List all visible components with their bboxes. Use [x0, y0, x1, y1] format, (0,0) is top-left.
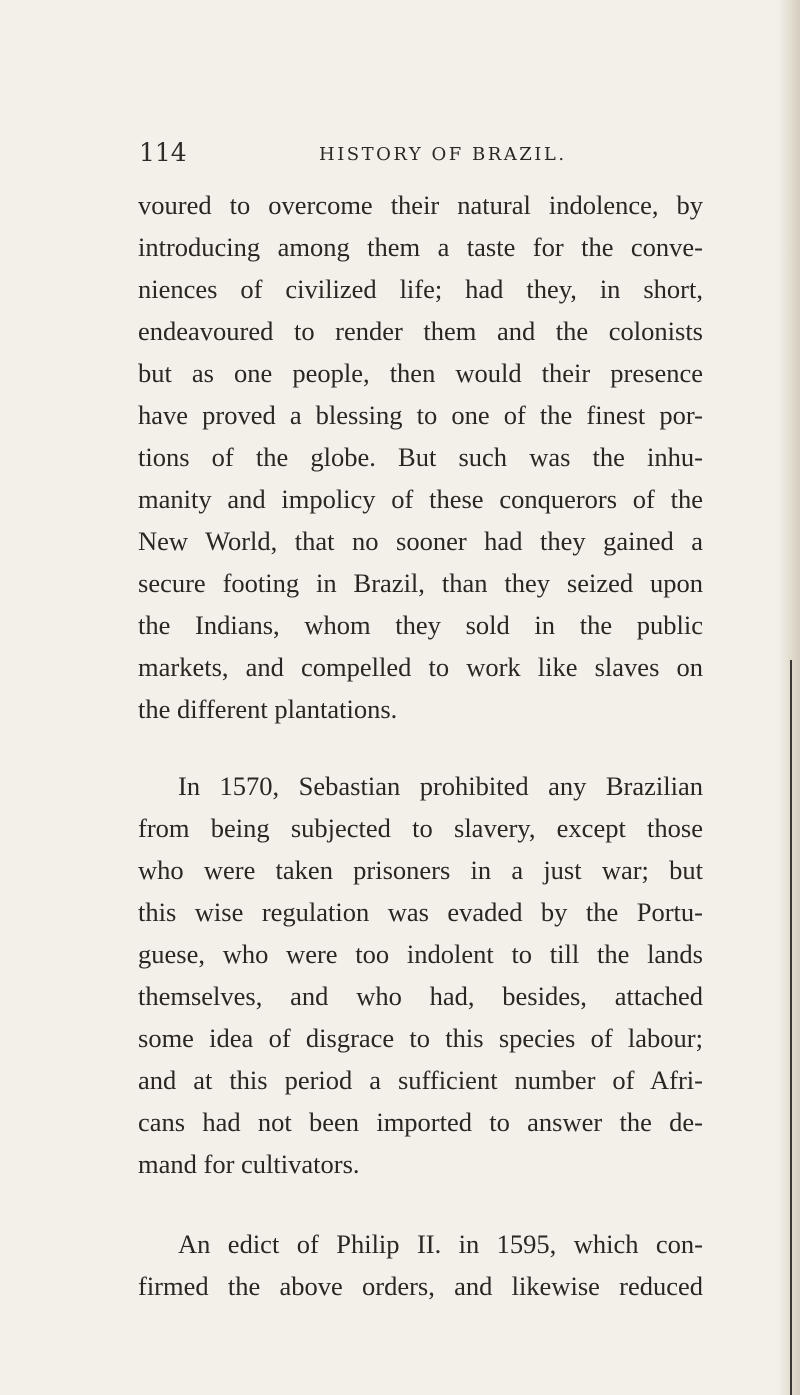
text-line: voured to overcome their natural indolence, by — [138, 190, 703, 220]
text-line: endeavoured to render them and the colonists — [138, 316, 703, 346]
text-line: markets, and compelled to work like slaves on — [138, 652, 703, 682]
text-line: the different plantations. — [138, 694, 398, 724]
page-header — [139, 138, 659, 172]
text-line: have proved a blessing to one of the finest por- — [138, 400, 703, 430]
text-line: themselves, and who had, besides, attached — [138, 981, 703, 1011]
text-line: this wise regulation was evaded by the Portu- — [138, 897, 703, 927]
text-line: secure footing in Brazil, than they seized upon — [138, 568, 703, 598]
paragraph-gap — [138, 730, 703, 765]
text-line: introducing among them a taste for the conve- — [138, 232, 703, 262]
page-number: 114 — [139, 138, 187, 167]
text-line: firmed the above orders, and likewise reduced — [138, 1271, 703, 1301]
text-line: from being subjected to slavery, except those — [138, 813, 703, 843]
text-line: guese, who were too indolent to till the lands — [138, 939, 703, 969]
text-line: but as one people, then would their presence — [138, 358, 703, 388]
text-line: In 1570, Sebastian prohibited any Brazilian — [178, 771, 703, 801]
text-line: New World, that no sooner had they gained a — [138, 526, 703, 556]
body-text — [138, 184, 703, 1307]
text-line: mand for cultivators. — [138, 1149, 360, 1179]
text-line: manity and impolicy of these conquerors of the — [138, 484, 703, 514]
text-line: niences of civilized life; had they, in short, — [138, 274, 703, 304]
page-edge-shadow — [778, 0, 800, 1395]
text-line: An edict of Philip II. in 1595, which con- — [178, 1229, 703, 1259]
paragraph-2 — [138, 765, 703, 1185]
text-line: the Indians, whom they sold in the public — [138, 610, 703, 640]
text-line: who were taken prisoners in a just war; but — [138, 855, 703, 885]
text-line: cans had not been imported to answer the de- — [138, 1107, 703, 1137]
paragraph-3 — [138, 1223, 703, 1307]
paragraph-1 — [138, 184, 703, 730]
page-edge-line — [790, 660, 792, 1395]
text-line: tions of the globe. But such was the inhu- — [138, 442, 703, 472]
paragraph-gap — [138, 1185, 703, 1223]
text-line: some idea of disgrace to this species of labour; — [138, 1023, 703, 1053]
running-title: HISTORY OF BRAZIL. — [319, 144, 567, 165]
text-line: and at this period a sufficient number of Afri- — [138, 1065, 703, 1095]
